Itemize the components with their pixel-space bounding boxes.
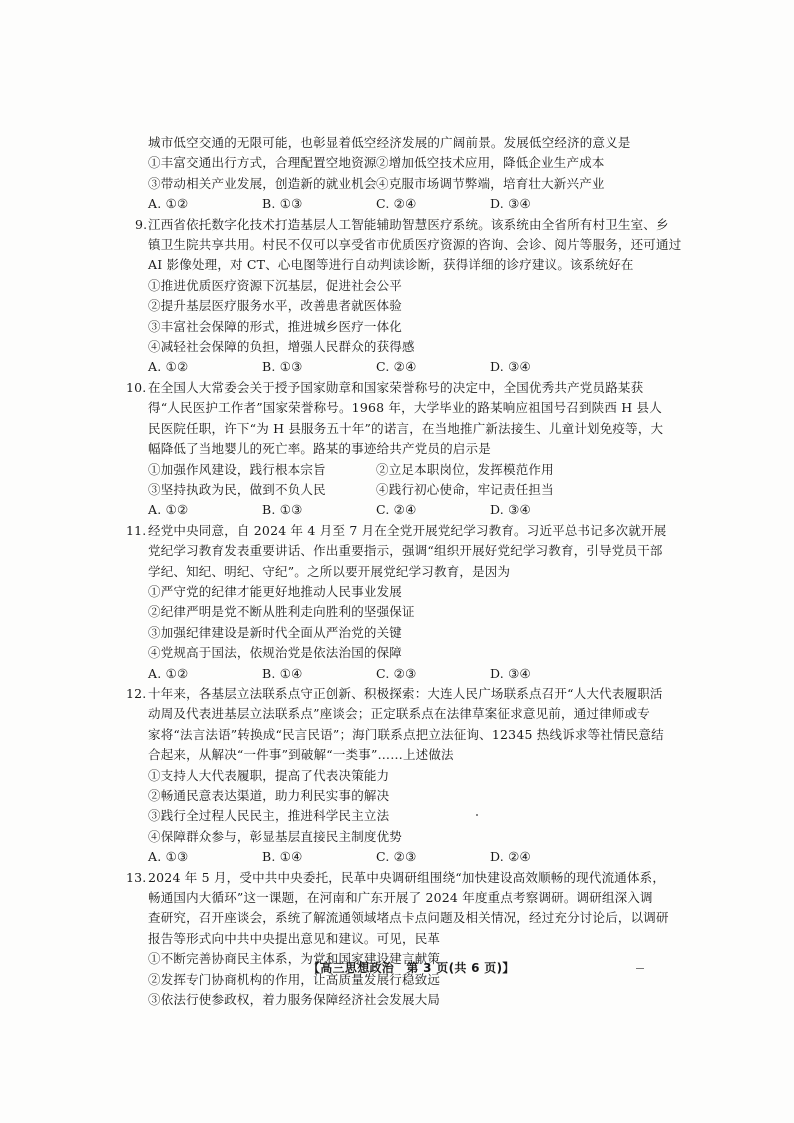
q9-choice-c: C. ②④ [376, 359, 417, 375]
q9-option-2: ②提升基层医疗服务水平，改善患者就医体验 [148, 298, 403, 314]
q9-option-3: ③丰富社会保障的形式，推进城乡医疗一体化 [148, 318, 403, 334]
q12-option-1: ①支持人大代表履职，提高了代表决策能力 [148, 767, 390, 783]
q10-choice-c: C. ②④ [376, 502, 417, 518]
q9-number: 9. [135, 216, 148, 232]
q10-choice-b: B. ①③ [262, 502, 303, 518]
q10-options-row-1 [148, 460, 660, 480]
scan-mark [636, 968, 644, 969]
q12-choice-b: B. ①④ [262, 849, 303, 865]
q13-stem-text-1: 2024 年 5 月，受中共中央委托，民革中央调研组围绕“加快建设高效顺畅的现代流通体系， [148, 869, 666, 885]
q10-stem-line-1 [126, 378, 660, 398]
q12-stem-line-4: 合起来，从解决“一件事”到破解“一类事”……上述做法 [148, 747, 454, 763]
q11-stem-text-1: 经党中央同意，自 2024 年 4 月至 7 月在全党开展党纪学习教育。习近平总书记多次就开展 [148, 522, 667, 538]
page-footer: 【高三思想政治 第 3 页(共 6 页)】 [308, 961, 515, 975]
q8-choice-a: A. ①② [148, 196, 189, 212]
q11-stem-line-1 [126, 521, 667, 541]
q10-option-1: ①加强作风建设，践行根本宗旨 [148, 461, 326, 477]
q12-choice-a: A. ①③ [148, 849, 189, 865]
q8-choice-d: D. ③④ [490, 196, 531, 212]
q10-option-4: ④践行初心使命，牢记责任担当 [376, 481, 554, 497]
q11-stem-line-3: 学纪、知纪、明纪、守纪”。之所以要开展党纪学习教育，是因为 [148, 563, 511, 579]
q13-stem-line-3: 查研究，召开座谈会，系统了解流通领域堵点卡点问题及相关情况，经过充分讨论后，以调研 [148, 910, 669, 926]
q10-option-2: ②立足本职岗位，发挥模范作用 [376, 461, 554, 477]
q12-stem-line-3: 家将“法言法语”转换成“民言民语”；海门联系点把立法征询、12345 热线诉求等社情民意结 [148, 726, 664, 742]
scan-speck [476, 814, 478, 816]
q13-option-1: ①不断完善协商民主体系，为党和国家建设建言献策 [148, 951, 441, 967]
q12-choices [148, 847, 660, 867]
q12-stem-line-2: 动周及代表进基层立法联系点”座谈会；正定联系点在法律草案征求意见前，通过律师或专 [148, 706, 650, 722]
q9-stem-line-2: 镇卫生院共享共用。村民不仅可以享受省市优质医疗资源的咨询、会诊、阅片等服务，还可通过 [148, 237, 682, 253]
q9-stem-line-3: AI 影像处理，对 CT、心电图等进行自动判读诊断，获得详细的诊疗建议。该系统好在 [148, 257, 634, 273]
q8-choice-b: B. ①③ [262, 196, 303, 212]
q12-number: 12. [126, 685, 147, 701]
q12-stem-text-1: 十年来，各基层立法联系点守正创新、积极探索：大连人民广场联系点召开“人大代表履职活 [148, 685, 663, 701]
q9-option-4: ④减轻社会保障的负担，增强人民群众的获得感 [148, 339, 415, 355]
q10-stem-line-2: 得“人民医护工作者”国家荣誉称号。1968 年，大学毕业的路某响应祖国号召到陕西 H 县人 [148, 400, 662, 416]
q8-option-2: ②增加低空技术应用，降低企业生产成本 [376, 155, 605, 171]
q8-choices [148, 194, 660, 214]
q12-stem-line-1 [126, 684, 663, 704]
q10-choices [148, 500, 660, 520]
q11-number: 11. [126, 522, 147, 538]
q9-stem-text-1: 江西省依托数字化技术打造基层人工智能辅助智慧医疗系统。该系统由全省所有村卫生室、乡 [148, 216, 669, 232]
q10-option-3: ③坚持执政为民，做到不负人民 [148, 481, 326, 497]
q13-stem-line-1 [126, 868, 666, 888]
q9-choice-d: D. ③④ [490, 359, 531, 375]
q8-option-3: ③带动相关产业发展，创造新的就业机会 [148, 175, 377, 191]
q9-choice-a: A. ①② [148, 359, 189, 375]
q11-choices [148, 664, 660, 684]
q11-choice-a: A. ①② [148, 665, 189, 681]
q9-stem-line-1 [135, 215, 669, 235]
q13-stem-line-2: 畅通国内大循环”这一课题，在河南和广东开展了 2024 年度重点考察调研。调研组深入调 [148, 890, 653, 906]
q11-option-1: ①严守党的纪律才能更好地推动人民事业发展 [148, 583, 403, 599]
q8-choice-c: C. ②④ [376, 196, 417, 212]
q13-stem-line-4: 报告等形式向中共中央提出意见和建议。可见，民革 [148, 930, 441, 946]
q10-options-row-2 [148, 480, 660, 500]
q8-options-row-1 [148, 153, 660, 173]
q13-number: 13. [126, 869, 147, 885]
q8-stem-line: 城市低空交通的无限可能，也彰显着低空经济发展的广阔前景。发展低空经济的意义是 [148, 135, 631, 150]
q10-stem-line-3: 民医院任职，许下“为 H 县服务五十年”的诺言，在当地推广新法接生、儿童计划免疫等，大 [148, 420, 664, 436]
q11-choice-b: B. ①④ [262, 665, 303, 681]
q11-choice-d: D. ③④ [490, 665, 531, 681]
q12-option-2: ②畅通民意表达渠道，助力利民实事的解决 [148, 788, 390, 803]
q11-option-2: ②纪律严明是党不断从胜利走向胜利的坚强保证 [148, 604, 415, 620]
q9-choice-b: B. ①③ [262, 359, 303, 375]
q10-stem-text-1: 在全国人大常委会关于授予国家勋章和国家荣誉称号的决定中，全国优秀共产党员路某获 [148, 379, 644, 395]
q9-option-1: ①推进优质医疗资源下沉基层，促进社会公平 [148, 277, 403, 293]
q8-option-1: ①丰富交通出行方式，合理配置空地资源 [148, 155, 377, 171]
q12-choice-c: C. ②③ [376, 849, 417, 865]
q12-choice-d: D. ②④ [490, 849, 531, 865]
q8-options-row-2 [148, 174, 660, 194]
q12-option-4: ④保障群众参与，彰显基层直接民主制度优势 [148, 828, 403, 844]
q11-choice-c: C. ②③ [376, 665, 417, 681]
q13-option-3: ③依法行使参政权，着力服务保障经济社会发展大局 [148, 992, 441, 1008]
q10-number: 10. [126, 379, 147, 395]
q8-option-4: ④克服市场调节弊端，培育壮大新兴产业 [376, 175, 605, 191]
q13-option-2: ②发挥专门协商机构的作用，让高质量发展行稳致远 [148, 971, 441, 987]
q12-option-3: ③践行全过程人民民主，推进科学民主立法 [148, 808, 390, 824]
q11-option-3: ③加强纪律建设是新时代全面从严治党的关键 [148, 624, 403, 640]
page-content [126, 133, 682, 1010]
q11-option-4: ④党规高于国法，依规治党是依法治国的保障 [148, 645, 403, 661]
q10-choice-a: A. ①② [148, 502, 189, 518]
q9-choices [148, 357, 660, 377]
q10-stem-line-4: 幅降低了当地婴儿的死亡率。路某的事迹给共产党员的启示是 [148, 441, 491, 457]
q11-stem-line-2: 党纪学习教育发表重要讲话、作出重要指示，强调“组织开展好党纪学习教育，引导党员干部 [148, 543, 663, 559]
q10-choice-d: D. ③④ [490, 502, 531, 518]
